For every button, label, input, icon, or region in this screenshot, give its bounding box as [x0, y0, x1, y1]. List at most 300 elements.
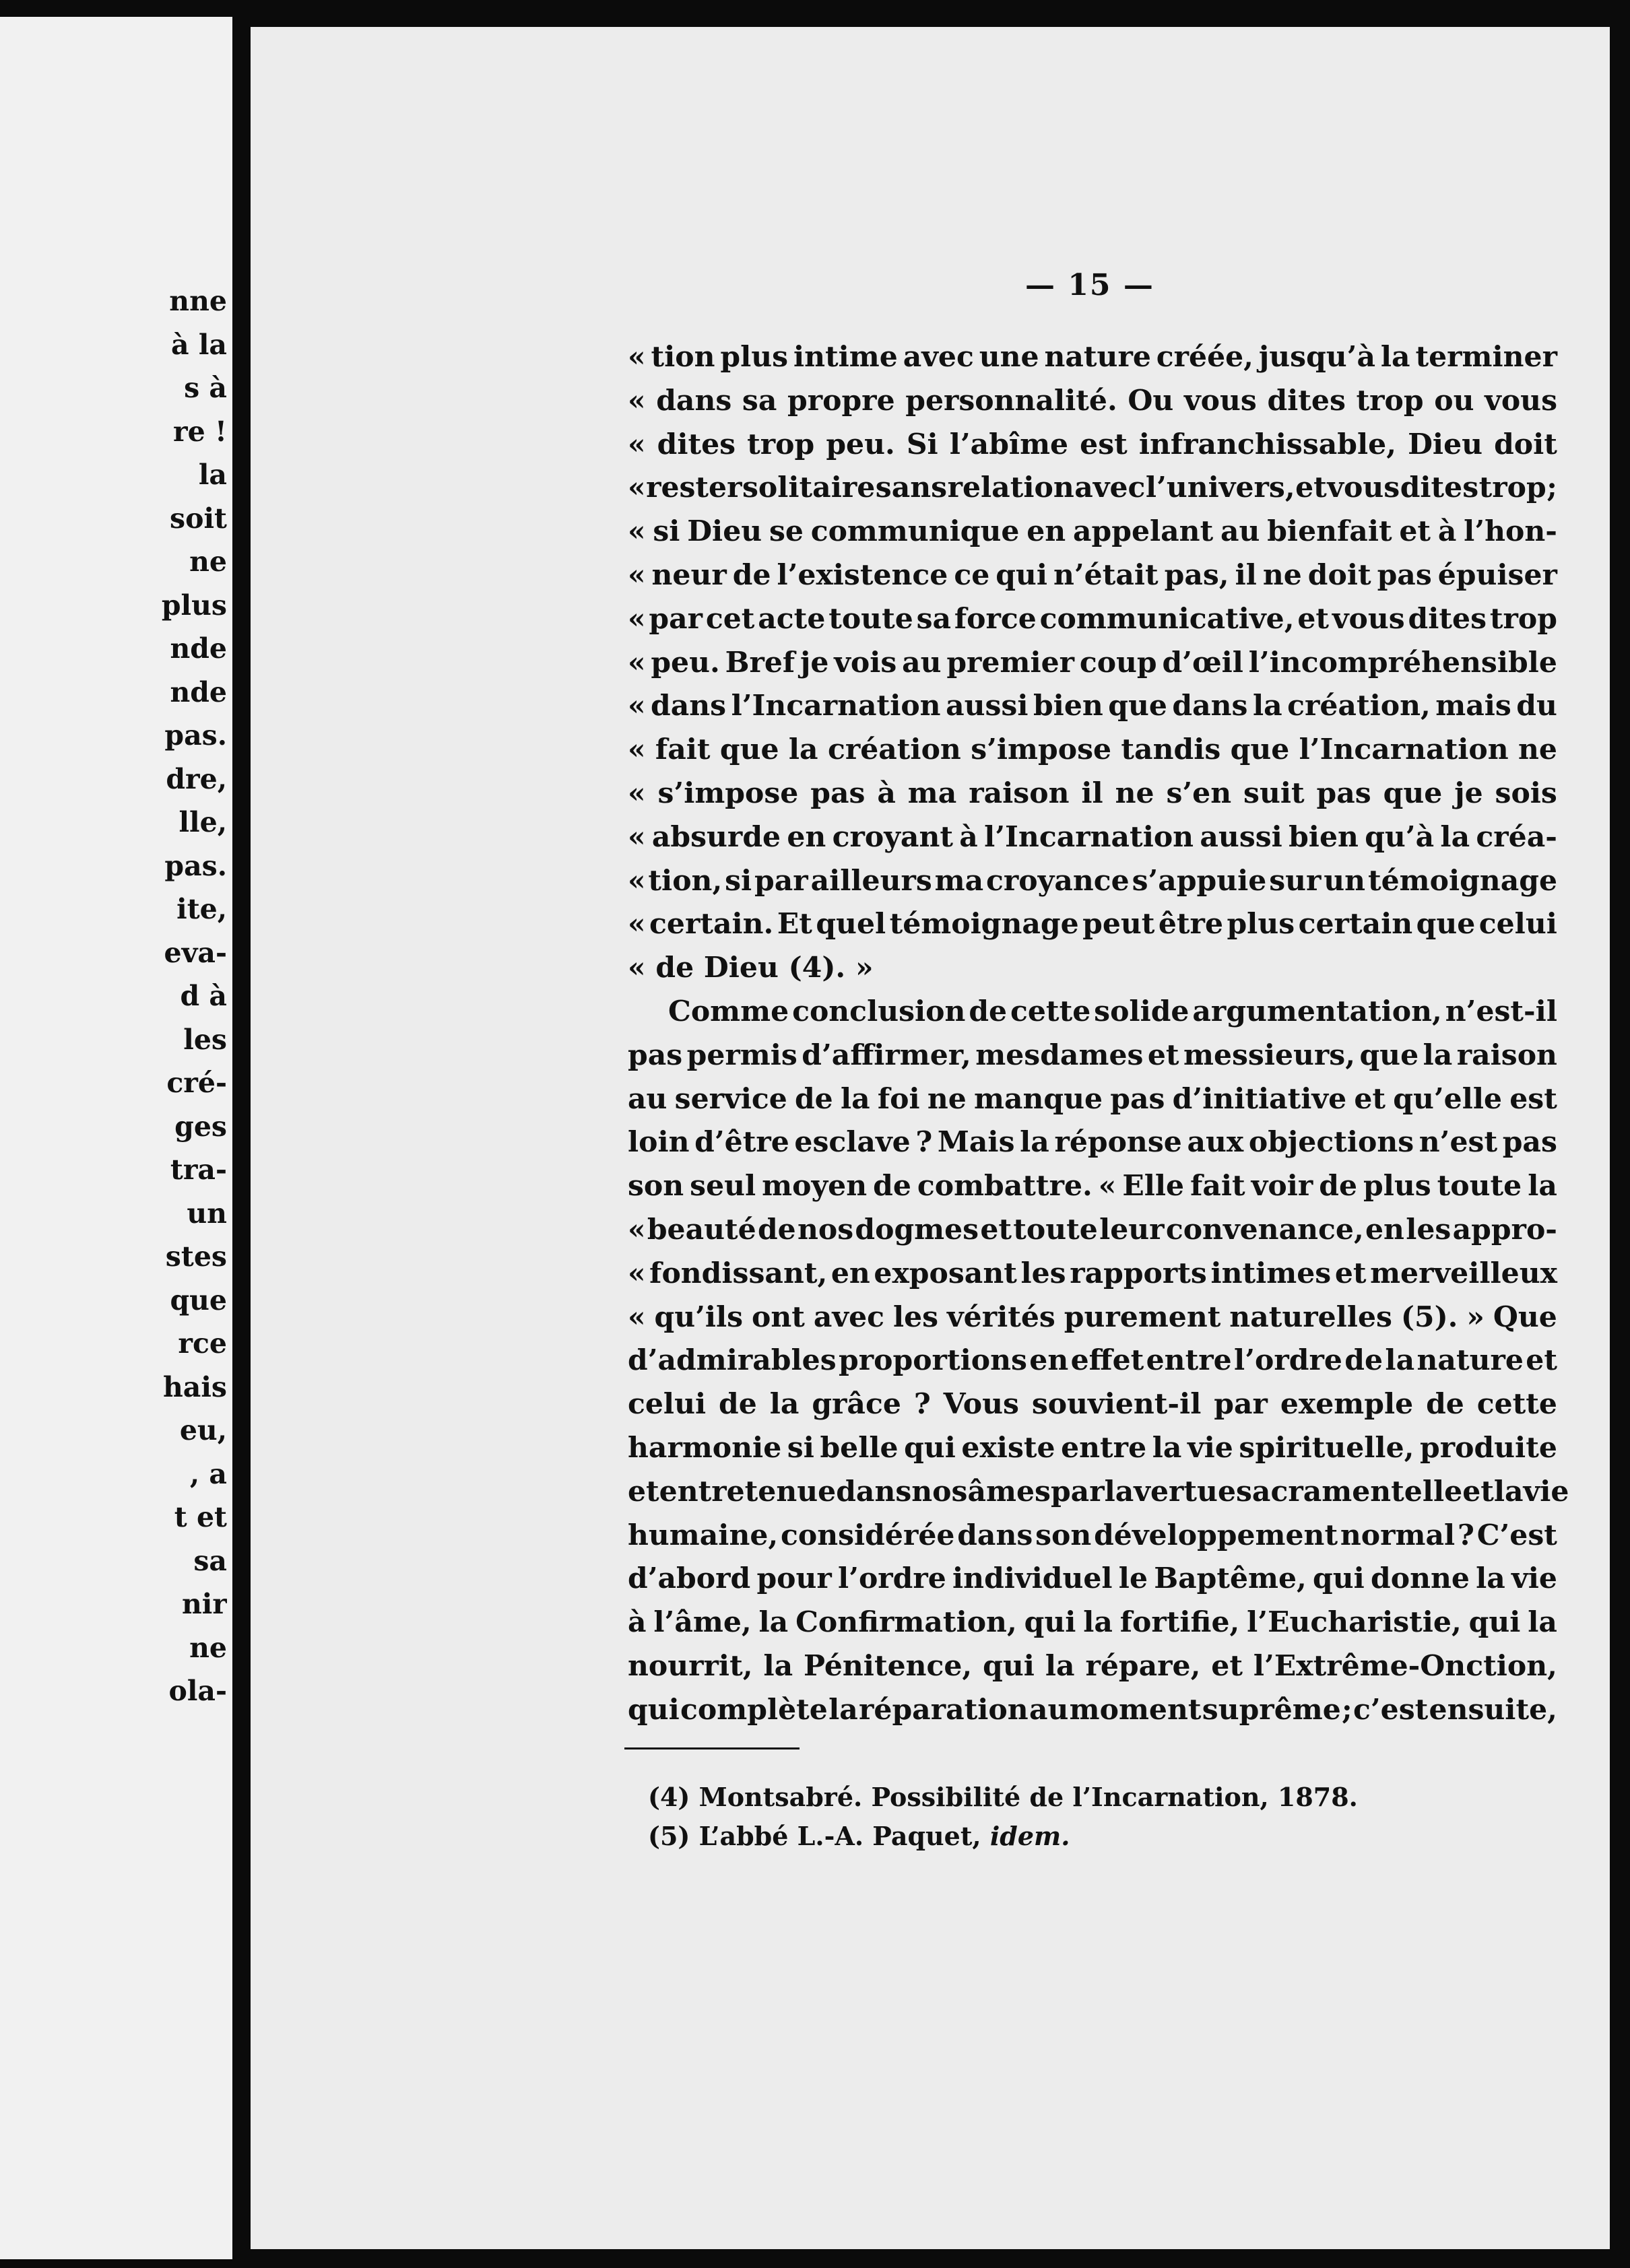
word: sacramentelle	[1236, 1474, 1463, 1508]
left-page-fragment-line: à la	[171, 328, 227, 361]
body-line	[628, 1121, 1557, 1164]
word: nos	[797, 1212, 854, 1246]
word: développement	[1094, 1518, 1338, 1552]
left-page-fragment-line: re !	[173, 415, 227, 448]
word: et	[1297, 601, 1329, 636]
body-line	[628, 1688, 1557, 1732]
word: est	[1509, 1081, 1557, 1116]
word: vous	[1332, 601, 1405, 636]
word: à	[628, 1605, 647, 1640]
word: vie	[1187, 1430, 1233, 1465]
word: «	[628, 427, 646, 461]
word: infranchissable,	[1138, 427, 1396, 461]
word: exemple	[1280, 1387, 1414, 1422]
body-line	[628, 1644, 1557, 1688]
word: toute	[1437, 1169, 1522, 1203]
word: «	[628, 1212, 646, 1246]
word: l’Eucharistie,	[1247, 1605, 1462, 1640]
word: ne	[1115, 776, 1154, 810]
word: et	[1462, 1474, 1494, 1508]
word: pas,	[1164, 558, 1229, 592]
word: de	[732, 558, 771, 592]
word: bienfait	[1267, 514, 1392, 549]
word: les	[1406, 1212, 1452, 1246]
word: au	[902, 645, 942, 679]
word: la	[1423, 1038, 1453, 1072]
word: naturelles	[1229, 1300, 1392, 1334]
body-line	[628, 335, 1557, 379]
word: trop	[1478, 471, 1546, 505]
word: tandis	[1121, 733, 1221, 767]
body-text	[628, 335, 1569, 1732]
left-page-fragment-line: tra-	[170, 1154, 227, 1186]
word: et	[1295, 471, 1327, 505]
word: toute	[1013, 1212, 1098, 1246]
word: argumentation,	[1192, 994, 1442, 1028]
word: vous	[1485, 383, 1557, 418]
word: à	[877, 776, 896, 810]
word: et	[1147, 1038, 1179, 1072]
word: en	[1026, 514, 1066, 549]
word: de	[1319, 1169, 1357, 1203]
body-line	[628, 379, 1557, 423]
left-page-fragment-line: cré-	[166, 1067, 227, 1099]
word: et	[1211, 1648, 1243, 1683]
body-line	[628, 1164, 1557, 1208]
word: objections	[1248, 1125, 1414, 1160]
word: ont	[752, 1300, 805, 1334]
body-line	[628, 1034, 1557, 1077]
word: je	[800, 645, 829, 679]
word: celui	[1478, 907, 1557, 941]
word: «	[628, 645, 646, 679]
left-page-fragment-line: nde	[170, 675, 227, 708]
word: «	[1098, 1169, 1117, 1203]
word: l’incompréhensible	[1248, 645, 1557, 679]
word: dans	[836, 1474, 912, 1508]
word: et	[1526, 1343, 1557, 1378]
word: dans	[651, 689, 727, 723]
word: vérités	[946, 1300, 1055, 1334]
word: et	[628, 1474, 659, 1508]
word: humaine,	[628, 1518, 779, 1552]
word: en	[1029, 1343, 1069, 1378]
body-line	[628, 815, 1557, 859]
left-page-fragment-line: s à	[184, 372, 227, 404]
left-page-fragment-line: que	[170, 1283, 227, 1316]
word: «	[628, 514, 646, 549]
word: produite	[1419, 1430, 1557, 1465]
word: peu.	[826, 427, 895, 461]
word: fait	[1190, 1169, 1245, 1203]
word: vous	[1183, 383, 1257, 418]
word: «	[628, 907, 646, 941]
word: merveilleux	[1370, 1256, 1557, 1290]
word: s’impose	[657, 776, 799, 810]
word: complète	[680, 1692, 828, 1727]
word: témoignage	[889, 907, 1079, 941]
word: s’impose	[971, 733, 1112, 767]
word: d’initiative	[1172, 1081, 1347, 1116]
word: pas	[1316, 776, 1371, 810]
word: avec	[1074, 471, 1146, 505]
body-line	[628, 902, 1557, 946]
word: son	[628, 1169, 684, 1203]
word: neur	[651, 558, 727, 592]
word: trop	[1489, 601, 1557, 636]
word: la	[1252, 689, 1282, 723]
word: peut	[1082, 907, 1155, 941]
footnote-5	[648, 1817, 1524, 1856]
word: qui	[628, 1692, 680, 1727]
body-line	[628, 1470, 1569, 1514]
word: raison	[1456, 1038, 1557, 1072]
word: nature	[1416, 1343, 1524, 1378]
word: bien	[1289, 820, 1359, 854]
word: communique	[810, 514, 1020, 549]
word: du	[1516, 689, 1557, 723]
word: dans	[957, 1518, 1033, 1552]
word: nos	[911, 1474, 968, 1508]
word: la	[788, 733, 818, 767]
word: la	[1493, 1474, 1524, 1508]
word: «	[628, 558, 646, 592]
word: personnalité.	[905, 383, 1117, 418]
word: créa-	[1476, 820, 1557, 854]
left-page-fragment-line: plus	[161, 589, 227, 622]
footnote-rule	[624, 1747, 800, 1749]
word: créée,	[1156, 340, 1253, 374]
word: premier	[946, 645, 1075, 679]
word: Comme	[668, 994, 789, 1028]
left-page-fragment-line: nir	[182, 1588, 227, 1620]
word: pas	[628, 1038, 683, 1072]
word: harmonie	[628, 1430, 782, 1465]
footnotes	[648, 1778, 1524, 1856]
word: dites	[1400, 471, 1479, 505]
word: si	[653, 514, 680, 549]
book-gutter	[232, 0, 249, 2268]
word: souvient-il	[1031, 1387, 1202, 1422]
word: Que	[1493, 1300, 1557, 1334]
word: convenance,	[1165, 1212, 1364, 1246]
body-line	[628, 728, 1557, 772]
word: par	[1050, 1474, 1105, 1508]
left-page-fragment-line: pas.	[164, 849, 227, 882]
word: avec	[813, 1300, 885, 1334]
word: Vous	[943, 1387, 1019, 1422]
right-page	[251, 27, 1610, 2249]
left-page-fragment-line: hais	[162, 1370, 227, 1403]
word: au	[628, 1081, 667, 1116]
word: qui	[983, 1648, 1035, 1683]
word: appelant	[1072, 514, 1214, 549]
word: permis	[686, 1038, 797, 1072]
word: «	[628, 1300, 646, 1334]
word: vous	[1327, 471, 1400, 505]
left-page-fragment-line: nne	[169, 285, 227, 317]
word: Pénitence,	[804, 1648, 973, 1683]
word: conclusion	[792, 994, 966, 1028]
word: croyant	[832, 820, 953, 854]
left-page-fragment-line: un	[187, 1197, 227, 1230]
word: dogmes	[855, 1212, 979, 1246]
body-line	[628, 1208, 1557, 1252]
word: la	[1104, 1474, 1134, 1508]
word: pas	[1110, 1081, 1165, 1116]
word: avec	[903, 340, 974, 374]
word: solitaire	[742, 471, 876, 505]
word: être	[1158, 907, 1223, 941]
word: qu’ils	[654, 1300, 744, 1334]
left-page-fragment-line: ite,	[176, 893, 227, 925]
word: n’est	[1419, 1125, 1498, 1160]
word: la	[1440, 820, 1470, 854]
word: de	[1344, 1343, 1383, 1378]
word: existe	[961, 1430, 1055, 1465]
word: par	[754, 863, 808, 898]
word: propre	[787, 383, 895, 418]
word: pas	[1377, 558, 1432, 592]
word: donne	[1371, 1562, 1470, 1596]
word: dans	[656, 383, 732, 418]
word: s’appuie	[1132, 863, 1267, 898]
footnote-5-italic: idem.	[989, 1821, 1070, 1851]
word: esclave	[794, 1125, 911, 1160]
word: l’Incarnation	[731, 689, 941, 723]
word: si	[725, 863, 752, 898]
word: l’ordre	[838, 1562, 946, 1596]
word: que	[1416, 907, 1476, 941]
word: pour	[756, 1562, 832, 1596]
word: individuel	[952, 1562, 1113, 1596]
left-page-fragment-line: ges	[174, 1110, 227, 1143]
word: de	[757, 1212, 796, 1246]
word: vois	[834, 645, 897, 679]
word: considérée	[780, 1518, 955, 1552]
word: au	[1220, 514, 1260, 549]
word: Mais	[937, 1125, 1015, 1160]
word: »	[1466, 1300, 1485, 1334]
word: c’est	[1352, 1692, 1429, 1727]
word: l’âme,	[653, 1605, 752, 1640]
word: et	[980, 1212, 1012, 1246]
word: quel	[816, 907, 886, 941]
word: qui	[996, 558, 1047, 592]
left-page-text-edge	[126, 279, 227, 1713]
word: l’Extrême-Onction,	[1253, 1648, 1557, 1683]
word: de	[719, 1387, 757, 1422]
word: la	[1020, 1125, 1049, 1160]
word: de	[794, 1081, 833, 1116]
word: que	[1230, 733, 1290, 767]
word: spirituelle,	[1239, 1430, 1414, 1465]
word: plus	[1227, 907, 1295, 941]
left-page-fragment-line: nde	[170, 632, 227, 665]
word: que	[1108, 689, 1167, 723]
body-line	[628, 1296, 1557, 1339]
word: vertue	[1134, 1474, 1236, 1508]
word: aussi	[946, 689, 1029, 723]
body-line	[628, 554, 1557, 597]
word: ?	[915, 1125, 933, 1160]
body-line	[628, 466, 1557, 510]
word: la	[769, 1387, 800, 1422]
word: de	[873, 1169, 911, 1203]
word: C’est	[1476, 1518, 1557, 1552]
word: nature	[1044, 340, 1151, 374]
left-page-fragment-line: dre,	[166, 762, 227, 795]
word: purement	[1064, 1300, 1221, 1334]
word: sa	[742, 383, 777, 418]
word: cette	[1476, 1387, 1557, 1422]
word: «	[628, 863, 646, 898]
word: Si	[906, 427, 938, 461]
left-page-fragment-line: lle,	[178, 806, 227, 838]
word: la	[1083, 1605, 1113, 1640]
word: s’en	[1166, 776, 1232, 810]
word: «	[628, 340, 646, 374]
word: l’ordre	[1234, 1343, 1342, 1378]
word: par	[1214, 1387, 1268, 1422]
word: les	[892, 1300, 939, 1334]
word: croyance	[986, 863, 1130, 898]
word: «	[628, 471, 646, 505]
footnote-5-text: (5) L’abbé L.-A. Paquet,	[648, 1821, 990, 1851]
word: d’œil	[1162, 645, 1243, 679]
left-page-fragment	[0, 17, 232, 2259]
left-page-fragment-line: ola-	[168, 1675, 227, 1707]
word: intime	[793, 340, 898, 374]
word: sa	[916, 601, 952, 636]
left-page-fragment-line: ne	[189, 1631, 227, 1664]
word: normal	[1340, 1518, 1456, 1552]
word: coup	[1079, 645, 1157, 679]
word: communicative,	[1039, 601, 1295, 636]
body-line	[628, 1557, 1557, 1601]
word: Confirmation,	[795, 1605, 1017, 1640]
word: doit	[1494, 427, 1557, 461]
word: que	[1383, 776, 1443, 810]
left-page-fragment-line: ne	[189, 545, 227, 578]
word: la	[1380, 340, 1410, 374]
word: moyen	[762, 1169, 868, 1203]
body-line: « de Dieu (4). »	[628, 951, 874, 985]
word: pas	[810, 776, 866, 810]
word: appro-	[1452, 1212, 1557, 1246]
word: en	[830, 1256, 870, 1290]
word: vie	[1511, 1562, 1557, 1596]
word: la	[1528, 1605, 1557, 1640]
body-line	[628, 1601, 1557, 1644]
word: mais	[1435, 689, 1511, 723]
word: beauté	[647, 1212, 756, 1246]
word: est	[1080, 427, 1128, 461]
left-page-fragment-line: d à	[180, 980, 227, 1012]
word: Dieu	[687, 514, 762, 549]
word: ma	[934, 863, 984, 898]
word: fortifie,	[1119, 1605, 1240, 1640]
word: dans	[1172, 689, 1248, 723]
word: plus	[1363, 1169, 1431, 1203]
word: et	[1334, 1256, 1367, 1290]
word: les	[1020, 1256, 1066, 1290]
word: à	[959, 820, 978, 854]
word: réparation	[859, 1692, 1029, 1727]
body-line	[628, 423, 1557, 467]
word: qu’elle	[1393, 1081, 1503, 1116]
word: aussi	[1200, 820, 1282, 854]
word: ailleurs	[810, 863, 932, 898]
word: raison	[969, 776, 1070, 810]
body-line	[628, 597, 1557, 641]
word: il	[1081, 776, 1103, 810]
word: une	[979, 340, 1039, 374]
word: sois	[1495, 776, 1557, 810]
word: sur	[1269, 863, 1322, 898]
word: de	[1426, 1387, 1464, 1422]
word: Elle	[1122, 1169, 1185, 1203]
word: fondissant,	[649, 1256, 828, 1290]
word: «	[628, 776, 646, 810]
word: entre	[1146, 1343, 1232, 1378]
footnote-4: (4) Montsabré. Possibilité de l’Incarnation, 1878.	[648, 1782, 1358, 1812]
word: aux	[1187, 1125, 1244, 1160]
word: trop	[1356, 383, 1424, 418]
word: certain	[1298, 907, 1413, 941]
word: rapports	[1070, 1256, 1207, 1290]
word: en	[1365, 1212, 1404, 1246]
word: grâce	[812, 1387, 901, 1422]
word: «	[628, 733, 646, 767]
left-page-fragment-line: pas.	[164, 719, 227, 752]
word: acte	[758, 601, 826, 636]
word: exposant	[874, 1256, 1017, 1290]
word: ce	[954, 558, 990, 592]
word: «	[628, 601, 646, 636]
word: répare,	[1085, 1648, 1201, 1683]
word: Dieu	[1408, 427, 1483, 461]
body-line	[628, 1426, 1557, 1470]
left-page-fragment-line: stes	[165, 1240, 227, 1273]
word: nourrit,	[628, 1648, 753, 1683]
word: foi	[877, 1081, 920, 1116]
word: dites	[657, 427, 736, 461]
word: je	[1454, 776, 1483, 810]
body-line	[628, 1514, 1557, 1558]
word: la	[1385, 1343, 1415, 1378]
word: Bref	[725, 645, 795, 679]
word: plus	[720, 340, 789, 374]
body-line	[628, 1252, 1557, 1296]
word: solide	[1094, 994, 1189, 1028]
word: l’Incarnation	[984, 820, 1194, 854]
word: suprême	[1202, 1692, 1341, 1727]
word: à	[1437, 514, 1457, 549]
word: témoignage	[1367, 863, 1557, 898]
word: Baptême,	[1154, 1562, 1307, 1596]
word: leur	[1099, 1212, 1165, 1246]
word: un	[1324, 863, 1366, 898]
word: n’est-il	[1445, 994, 1557, 1028]
word: «	[628, 383, 646, 418]
left-page-fragment-line: eva-	[164, 936, 227, 969]
word: doit	[1307, 558, 1371, 592]
word: il	[1235, 558, 1257, 592]
word: terminer	[1415, 340, 1557, 374]
word: trop	[747, 427, 815, 461]
word: ou	[1434, 383, 1474, 418]
